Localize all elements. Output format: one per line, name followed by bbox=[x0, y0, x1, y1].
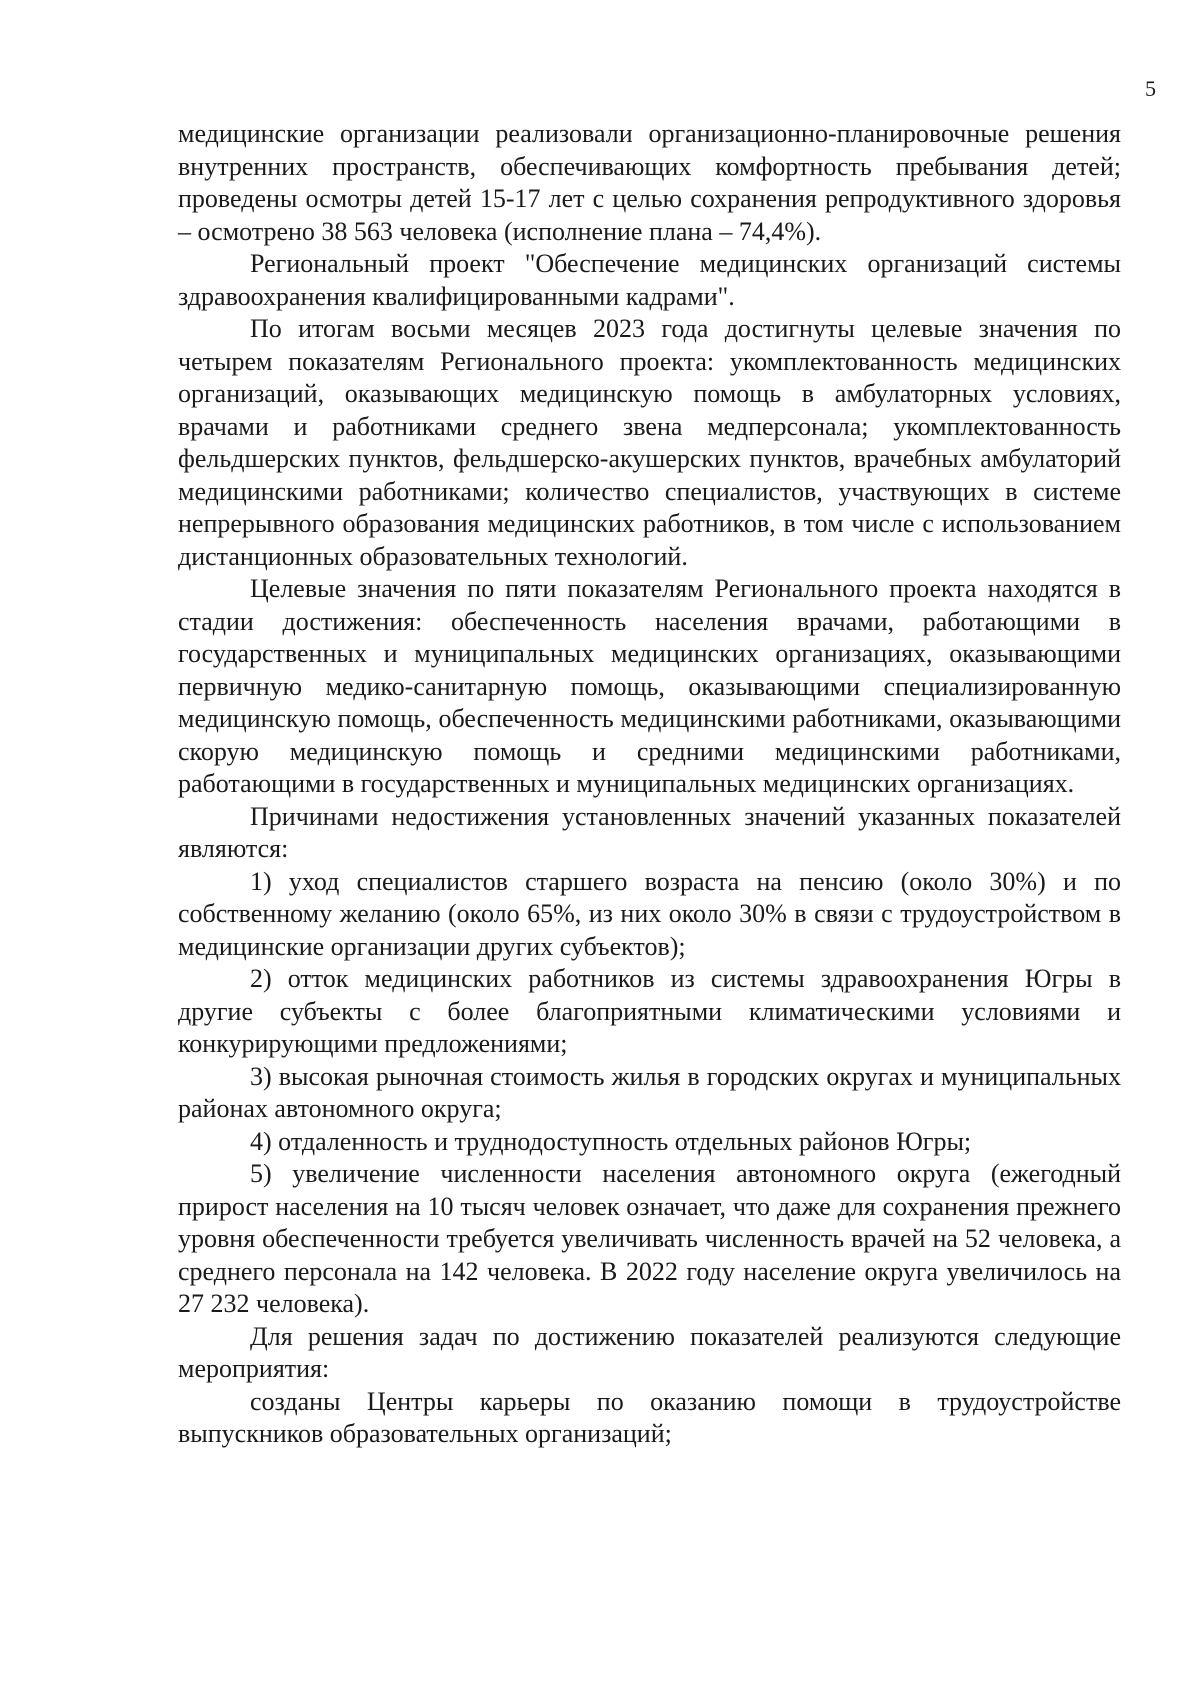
paragraph-indicators-in-progress: Целевые значения по пяти показателям Регионального проекта находятся в стадии достижения: обеспеченность населения врачами, работающими в государственных и муниципальных медицинских организациях, оказывающими первичную медико-санитарную помощь, оказывающими специализированную медицинскую помощь, обеспеченность медицинскими работниками, оказывающими скорую медицинскую помощь и средними медицинскими работниками, работающими в государственных и муниципальных медицинских организациях. bbox=[178, 574, 1121, 798]
list-item-reason-1: 1) уход специалистов старшего возраста на пенсию (около 30%) и по собственному желанию (около 65%, из них около 30% в связи с трудоустройством в медицинские организации других субъектов); bbox=[178, 866, 1121, 961]
paragraph-measures-intro: Для решения задач по достижению показателей реализуются следующие мероприятия: bbox=[178, 1321, 1121, 1383]
paragraph-regional-project-title: Региональный проект "Обеспечение медицинских организаций системы здравоохранения квалифицированными кадрами". bbox=[178, 249, 1121, 311]
list-item-reason-2: 2) отток медицинских работников из системы здравоохранения Югры в другие субъекты с более благоприятными климатическими условиями и конкурирующими предложениями; bbox=[178, 964, 1121, 1058]
document-body bbox=[178, 118, 1121, 1451]
paragraph-continuation: медицинские организации реализовали организационно-планировочные решения внутренних пространств, обеспечивающих комфортность пребывания детей; проведены осмотры детей 15-17 лет с целью сохранения репродуктивного здоровья – осмотрено 38 563 человека (исполнение плана – 74,4%). bbox=[178, 119, 1121, 246]
list-item-reason-4: 4) отдаленность и труднодоступность отдельных районов Югры; bbox=[250, 1126, 972, 1156]
list-item-reason-3: 3) высокая рыночная стоимость жилья в городских округах и муниципальных районах автономного округа; bbox=[178, 1061, 1121, 1123]
page-number: 5 bbox=[1145, 76, 1156, 101]
paragraph-reasons-intro: Причинами недостижения установленных значений указанных показателей являются: bbox=[178, 801, 1121, 863]
paragraph-achieved-indicators: По итогам восьми месяцев 2023 года достигнуты целевые значения по четырем показателям Регионального проекта: укомплектованность медицинских организаций, оказывающих медицинскую помощь в амбулаторных условиях, врачами и работниками среднего звена медперсонала; укомплектованность фельдшерских пунктов, фельдшерско-акушерских пунктов, врачебных амбулаторий медицинскими работниками; количество специалистов, участвующих в системе непрерывного образования медицинских работников, в том числе с использованием дистанционных образовательных технологий. bbox=[178, 314, 1121, 571]
list-item-reason-5: 5) увеличение численности населения автономного округа (ежегодный прирост населения на 10 тысяч человек означает, что даже для сохранения прежнего уровня обеспеченности требуется увеличивать численность врачей на 52 человека, а среднего персонала на 142 человека. В 2022 году население округа увеличилось на 27 232 человека). bbox=[178, 1159, 1121, 1318]
paragraph-career-centers: созданы Центры карьеры по оказанию помощи в трудоустройстве выпускников образовательных организаций; bbox=[178, 1386, 1121, 1448]
